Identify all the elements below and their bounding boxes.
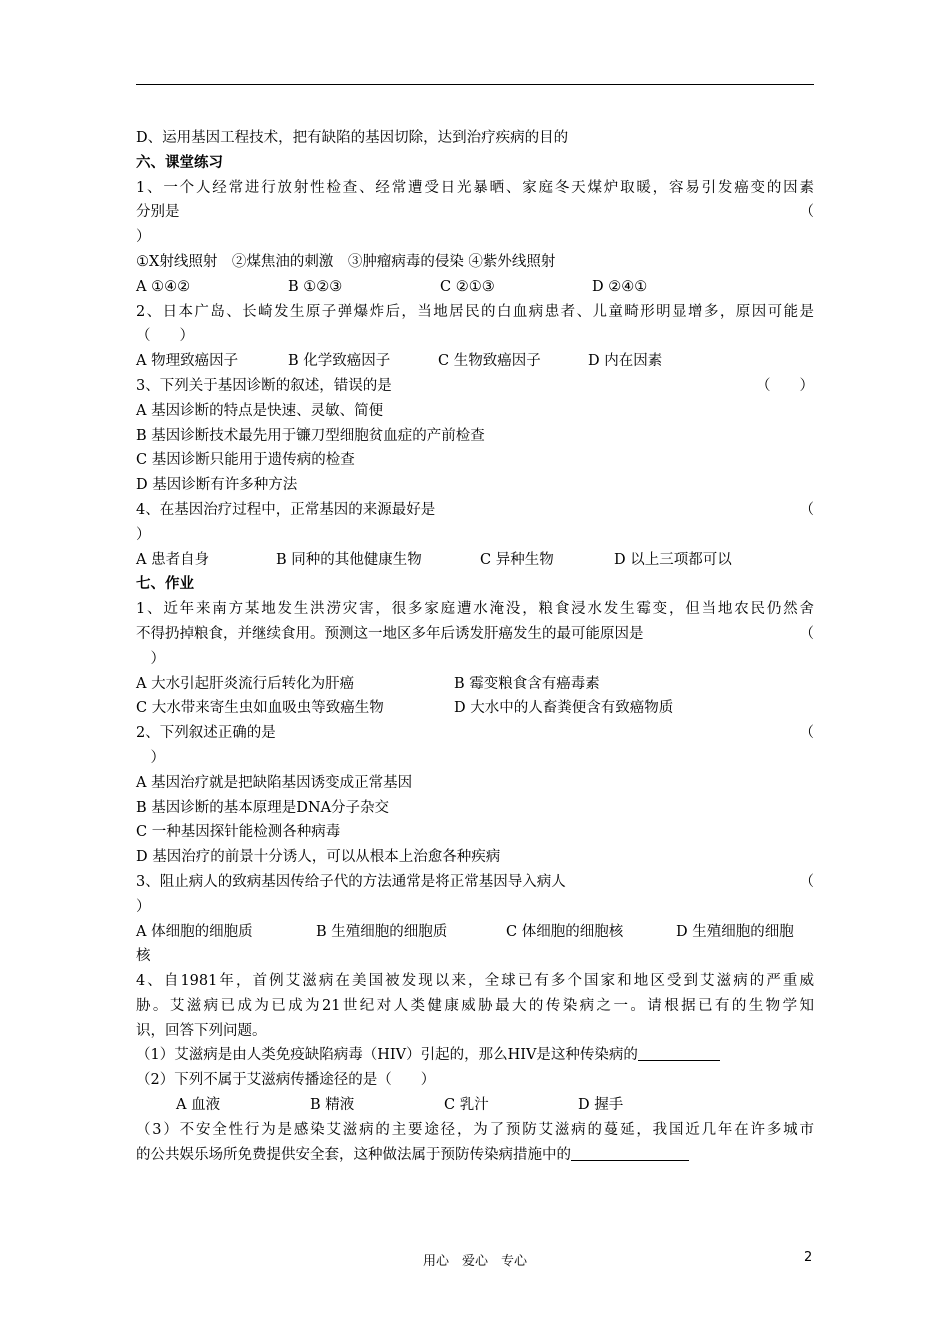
answer-parenthesis: （ xyxy=(799,725,814,742)
option-item: D 大水中的人畜粪便含有致癌物质 xyxy=(454,700,674,717)
text-line xyxy=(136,870,814,895)
text-line xyxy=(136,250,814,275)
section-heading xyxy=(136,151,814,176)
line-text: （3）不安全性行为是感染艾滋病的主要途径，为了预防艾滋病的蔓延，我国近几年在许多城市 xyxy=(136,1121,814,1138)
text-line xyxy=(136,448,814,473)
text-line xyxy=(136,176,814,201)
text-line xyxy=(136,424,814,449)
option-item: A 大水引起肝炎流行后转化为肝癌 xyxy=(136,675,355,692)
footer-motto: 用心 爱心 专心 xyxy=(422,1254,527,1269)
line-text: 的公共娱乐场所免费提供安全套，这种做法属于预防传染病措施中的 xyxy=(136,1146,571,1163)
option-item: D 以上三项都可以 xyxy=(614,551,732,568)
option-item: A 血液 xyxy=(176,1097,221,1114)
text-line xyxy=(136,647,814,672)
line-text: 胁。艾滋病已成为已成为21世纪对人类健康威胁最大的传染病之一。请根据已有的生物学知 xyxy=(136,997,814,1014)
text-line xyxy=(136,523,814,548)
option-item: D ②④① xyxy=(592,278,648,295)
text-line xyxy=(136,225,814,250)
text-line xyxy=(136,300,814,325)
option-item: A 患者自身 xyxy=(136,551,210,568)
text-line xyxy=(136,771,814,796)
line-text: 核 xyxy=(136,948,151,965)
option-item: D 握手 xyxy=(578,1097,624,1114)
line-text: ） xyxy=(136,898,151,915)
option-item: C 生物致癌因子 xyxy=(438,353,541,370)
line-text: 不得扔掉粮食，并继续食用。预测这一地区多年后诱发肝癌发生的最可能原因是 xyxy=(136,625,644,642)
line-text: 1、一个人经常进行放射性检查、经常遭受日光暴晒、家庭冬天煤炉取暖，容易引发癌变的因素 xyxy=(136,179,814,196)
line-text: D 基因治疗的前景十分诱人，可以从根本上治愈各种疾病 xyxy=(136,849,501,866)
text-line xyxy=(136,324,814,349)
answer-blank[interactable] xyxy=(638,1044,720,1061)
text-line xyxy=(136,845,814,870)
answer-options xyxy=(136,548,814,573)
text-line xyxy=(136,1118,814,1143)
answer-parenthesis: （ xyxy=(799,873,814,890)
text-line xyxy=(136,721,814,746)
text-line xyxy=(136,1019,814,1044)
line-text: 识，回答下列问题。 xyxy=(136,1022,267,1039)
text-line xyxy=(136,200,814,225)
line-text: （2）下列不属于艾滋病传播途径的是（ ） xyxy=(136,1072,436,1089)
document-body xyxy=(136,126,814,1167)
line-text: B 基因诊断的基本原理是DNA分子杂交 xyxy=(136,799,390,816)
line-text: ） xyxy=(136,229,151,246)
text-line xyxy=(136,994,814,1019)
line-text: ） xyxy=(136,526,151,543)
option-item: B 霉变粮食含有癌毒素 xyxy=(454,675,600,692)
answer-options xyxy=(136,275,814,300)
option-item: C 体细胞的细胞核 xyxy=(506,923,624,940)
option-item: C 异种生物 xyxy=(480,551,554,568)
line-text: C 一种基因探针能检测各种病毒 xyxy=(136,824,341,841)
answer-options xyxy=(136,349,814,374)
line-text: A 基因诊断的特点是快速、灵敏、简便 xyxy=(136,402,384,419)
answer-parenthesis: （ xyxy=(799,204,814,221)
option-item: B 生殖细胞的细胞质 xyxy=(316,923,448,940)
option-item: B 同种的其他健康生物 xyxy=(276,551,422,568)
text-line xyxy=(136,399,814,424)
text-line xyxy=(136,1068,814,1093)
text-line xyxy=(136,374,814,399)
text-line xyxy=(136,126,814,151)
line-text: D、运用基因工程技术，把有缺陷的基因切除，达到治疗疾病的目的 xyxy=(136,130,569,146)
text-line xyxy=(136,622,814,647)
line-text: 4、在基因治疗过程中，正常基因的来源最好是 xyxy=(136,501,436,518)
text-line xyxy=(136,1143,814,1168)
text-line xyxy=(136,597,814,622)
text-line xyxy=(136,796,814,821)
text-line xyxy=(136,498,814,523)
text-line xyxy=(136,944,814,969)
line-text: 六、课堂练习 xyxy=(136,154,223,171)
answer-options xyxy=(136,920,814,945)
line-text: 分别是 xyxy=(136,204,180,221)
line-text: 2、日本广岛、长崎发生原子弹爆炸后，当地居民的白血病患者、儿童畸形明显增多，原因可能是 xyxy=(136,303,814,320)
answer-options xyxy=(136,1093,814,1118)
header-rule xyxy=(136,84,814,85)
line-text: 3、下列关于基因诊断的叙述，错误的是 xyxy=(136,377,392,394)
option-item: A 体细胞的细胞质 xyxy=(136,923,253,940)
text-line xyxy=(136,820,814,845)
text-line xyxy=(136,1043,814,1068)
option-item: B 化学致癌因子 xyxy=(288,353,391,370)
page-number: 2 xyxy=(804,1250,813,1265)
option-item: C 乳汁 xyxy=(444,1097,489,1114)
line-text: ①X射线照射 ②煤焦油的刺激 ③肿瘤病毒的侵染 ④紫外线照射 xyxy=(136,253,556,270)
line-text: 2、下列叙述正确的是 xyxy=(136,725,276,742)
line-text: A 基因治疗就是把缺陷基因诱变成正常基因 xyxy=(136,774,413,791)
text-line xyxy=(136,969,814,994)
line-text: 1、近年来南方某地发生洪涝灾害，很多家庭遭水淹没，粮食浸水发生霉变，但当地农民仍然舍 xyxy=(136,601,814,618)
option-item: D 内在因素 xyxy=(588,353,663,370)
line-text: （ ） xyxy=(136,328,194,345)
text-line xyxy=(136,746,814,771)
line-text: D 基因诊断有许多种方法 xyxy=(136,477,298,494)
line-text: 4、自1981年，首例艾滋病在美国被发现以来，全球已有多个国家和地区受到艾滋病的严重威 xyxy=(136,973,814,990)
line-text: 七、作业 xyxy=(136,576,194,593)
text-line xyxy=(136,473,814,498)
option-item: B ①②③ xyxy=(288,278,343,295)
section-heading xyxy=(136,572,814,597)
option-item: C 大水带来寄生虫如血吸虫等致癌生物 xyxy=(136,700,384,717)
line-text: 3、阻止病人的致病基因传给子代的方法通常是将正常基因导入病人 xyxy=(136,873,566,890)
option-item: C ②①③ xyxy=(440,278,495,295)
option-item: D 生殖细胞的细胞 xyxy=(676,923,794,940)
option-item: B 精液 xyxy=(310,1097,355,1114)
answer-parenthesis: （ xyxy=(799,501,814,518)
answer-options xyxy=(136,696,814,721)
option-item: A ①④② xyxy=(136,278,191,295)
line-text: （1）艾滋病是由人类免疫缺陷病毒（HIV）引起的，那么HIV是这种传染病的 xyxy=(136,1047,638,1064)
answer-parenthesis: （ xyxy=(799,625,814,642)
line-text: ） xyxy=(136,650,165,667)
line-text: C 基因诊断只能用于遗传病的检查 xyxy=(136,452,355,469)
option-item: A 物理致癌因子 xyxy=(136,353,239,370)
line-text: ） xyxy=(136,749,165,766)
answer-parenthesis: （ ） xyxy=(756,377,814,394)
answer-blank[interactable] xyxy=(571,1144,689,1161)
text-line xyxy=(136,895,814,920)
answer-options xyxy=(136,672,814,697)
line-text: B 基因诊断技术最先用于镰刀型细胞贫血症的产前检查 xyxy=(136,427,485,444)
